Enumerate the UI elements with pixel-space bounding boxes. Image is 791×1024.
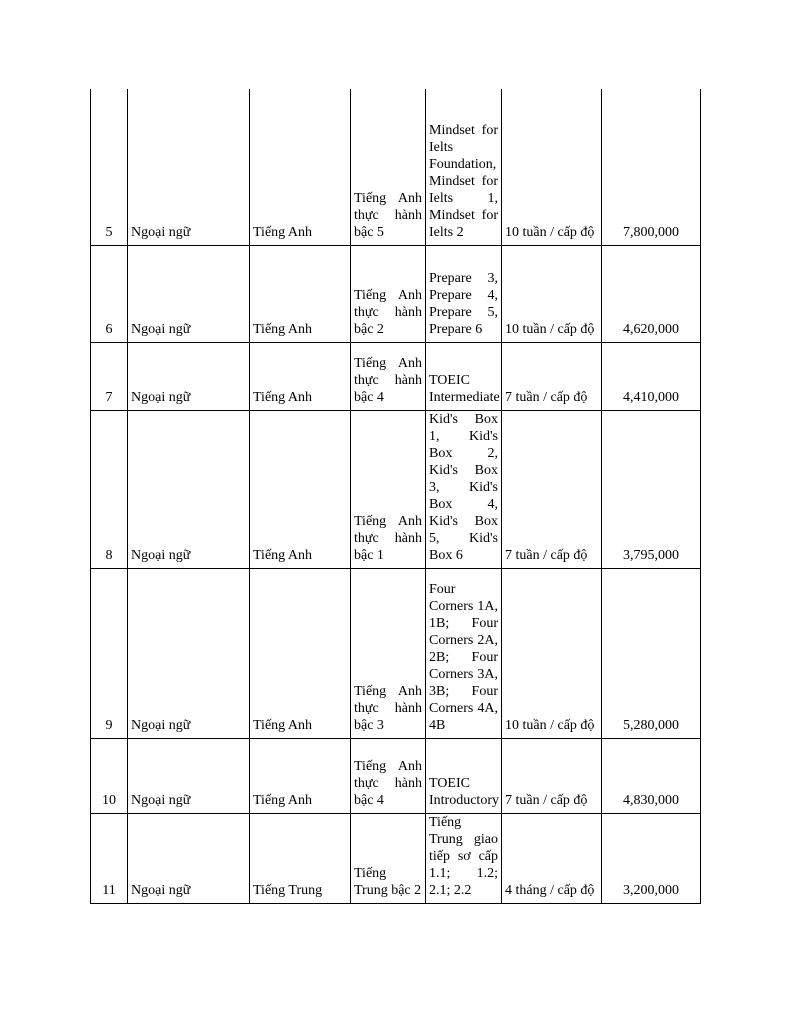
fee-cell: 7,800,000 bbox=[602, 89, 701, 245]
table-row bbox=[91, 813, 701, 903]
field-cell: Ngoại ngữ bbox=[128, 738, 250, 813]
fee-cell: 3,795,000 bbox=[602, 410, 701, 568]
language-cell: Tiếng Anh bbox=[250, 89, 351, 245]
table-row bbox=[91, 738, 701, 813]
materials-cell: Kid's Box 1, Kid's Box 2, Kid's Box 3, Kid's Box 4, Kid's Box 5, Kid's Box 6 bbox=[426, 410, 502, 568]
materials-cell: Tiếng Trung giao tiếp sơ cấp 1.1; 1.2; 2.1; 2.2 bbox=[426, 813, 502, 903]
program-cell: Tiếng Anh thực hành bậc 5 bbox=[351, 89, 426, 245]
duration-cell: 10 tuần / cấp độ bbox=[502, 245, 602, 342]
language-cell: Tiếng Anh bbox=[250, 738, 351, 813]
row-number-cell: 7 bbox=[91, 342, 128, 410]
course-fee-table bbox=[90, 89, 701, 904]
field-cell: Ngoại ngữ bbox=[128, 245, 250, 342]
row-number-cell: 9 bbox=[91, 568, 128, 738]
materials-cell: TOEIC Intermediate bbox=[426, 342, 502, 410]
row-number-cell: 8 bbox=[91, 410, 128, 568]
language-cell: Tiếng Anh bbox=[250, 342, 351, 410]
field-cell: Ngoại ngữ bbox=[128, 410, 250, 568]
row-number-cell: 5 bbox=[91, 89, 128, 245]
language-cell: Tiếng Trung bbox=[250, 813, 351, 903]
table-row bbox=[91, 568, 701, 738]
table-row bbox=[91, 89, 701, 245]
materials-cell: Mindset for Ielts Foundation, Mindset for Ielts 1, Mindset for Ielts 2 bbox=[426, 89, 502, 245]
program-cell: Tiếng Trung bậc 2 bbox=[351, 813, 426, 903]
field-cell: Ngoại ngữ bbox=[128, 342, 250, 410]
duration-cell: 7 tuần / cấp độ bbox=[502, 342, 602, 410]
program-cell: Tiếng Anh thực hành bậc 3 bbox=[351, 568, 426, 738]
field-cell: Ngoại ngữ bbox=[128, 568, 250, 738]
fee-cell: 4,830,000 bbox=[602, 738, 701, 813]
table-row bbox=[91, 342, 701, 410]
fee-cell: 4,410,000 bbox=[602, 342, 701, 410]
program-cell: Tiếng Anh thực hành bậc 1 bbox=[351, 410, 426, 568]
duration-cell: 7 tuần / cấp độ bbox=[502, 738, 602, 813]
materials-cell: Prepare 3, Prepare 4, Prepare 5, Prepare 6 bbox=[426, 245, 502, 342]
field-cell: Ngoại ngữ bbox=[128, 89, 250, 245]
table-row bbox=[91, 245, 701, 342]
duration-cell: 4 tháng / cấp độ bbox=[502, 813, 602, 903]
materials-cell: Four Corners 1A, 1B; Four Corners 2A, 2B; Four Corners 3A, 3B; Four Corners 4A, 4B bbox=[426, 568, 502, 738]
fee-cell: 4,620,000 bbox=[602, 245, 701, 342]
row-number-cell: 10 bbox=[91, 738, 128, 813]
language-cell: Tiếng Anh bbox=[250, 568, 351, 738]
program-cell: Tiếng Anh thực hành bậc 2 bbox=[351, 245, 426, 342]
language-cell: Tiếng Anh bbox=[250, 245, 351, 342]
duration-cell: 7 tuần / cấp độ bbox=[502, 410, 602, 568]
row-number-cell: 6 bbox=[91, 245, 128, 342]
table-row bbox=[91, 410, 701, 568]
language-cell: Tiếng Anh bbox=[250, 410, 351, 568]
row-number-cell: 11 bbox=[91, 813, 128, 903]
field-cell: Ngoại ngữ bbox=[128, 813, 250, 903]
program-cell: Tiếng Anh thực hành bậc 4 bbox=[351, 738, 426, 813]
program-cell: Tiếng Anh thực hành bậc 4 bbox=[351, 342, 426, 410]
duration-cell: 10 tuần / cấp độ bbox=[502, 89, 602, 245]
fee-cell: 3,200,000 bbox=[602, 813, 701, 903]
fee-cell: 5,280,000 bbox=[602, 568, 701, 738]
duration-cell: 10 tuần / cấp độ bbox=[502, 568, 602, 738]
materials-cell: TOEIC Introductory bbox=[426, 738, 502, 813]
